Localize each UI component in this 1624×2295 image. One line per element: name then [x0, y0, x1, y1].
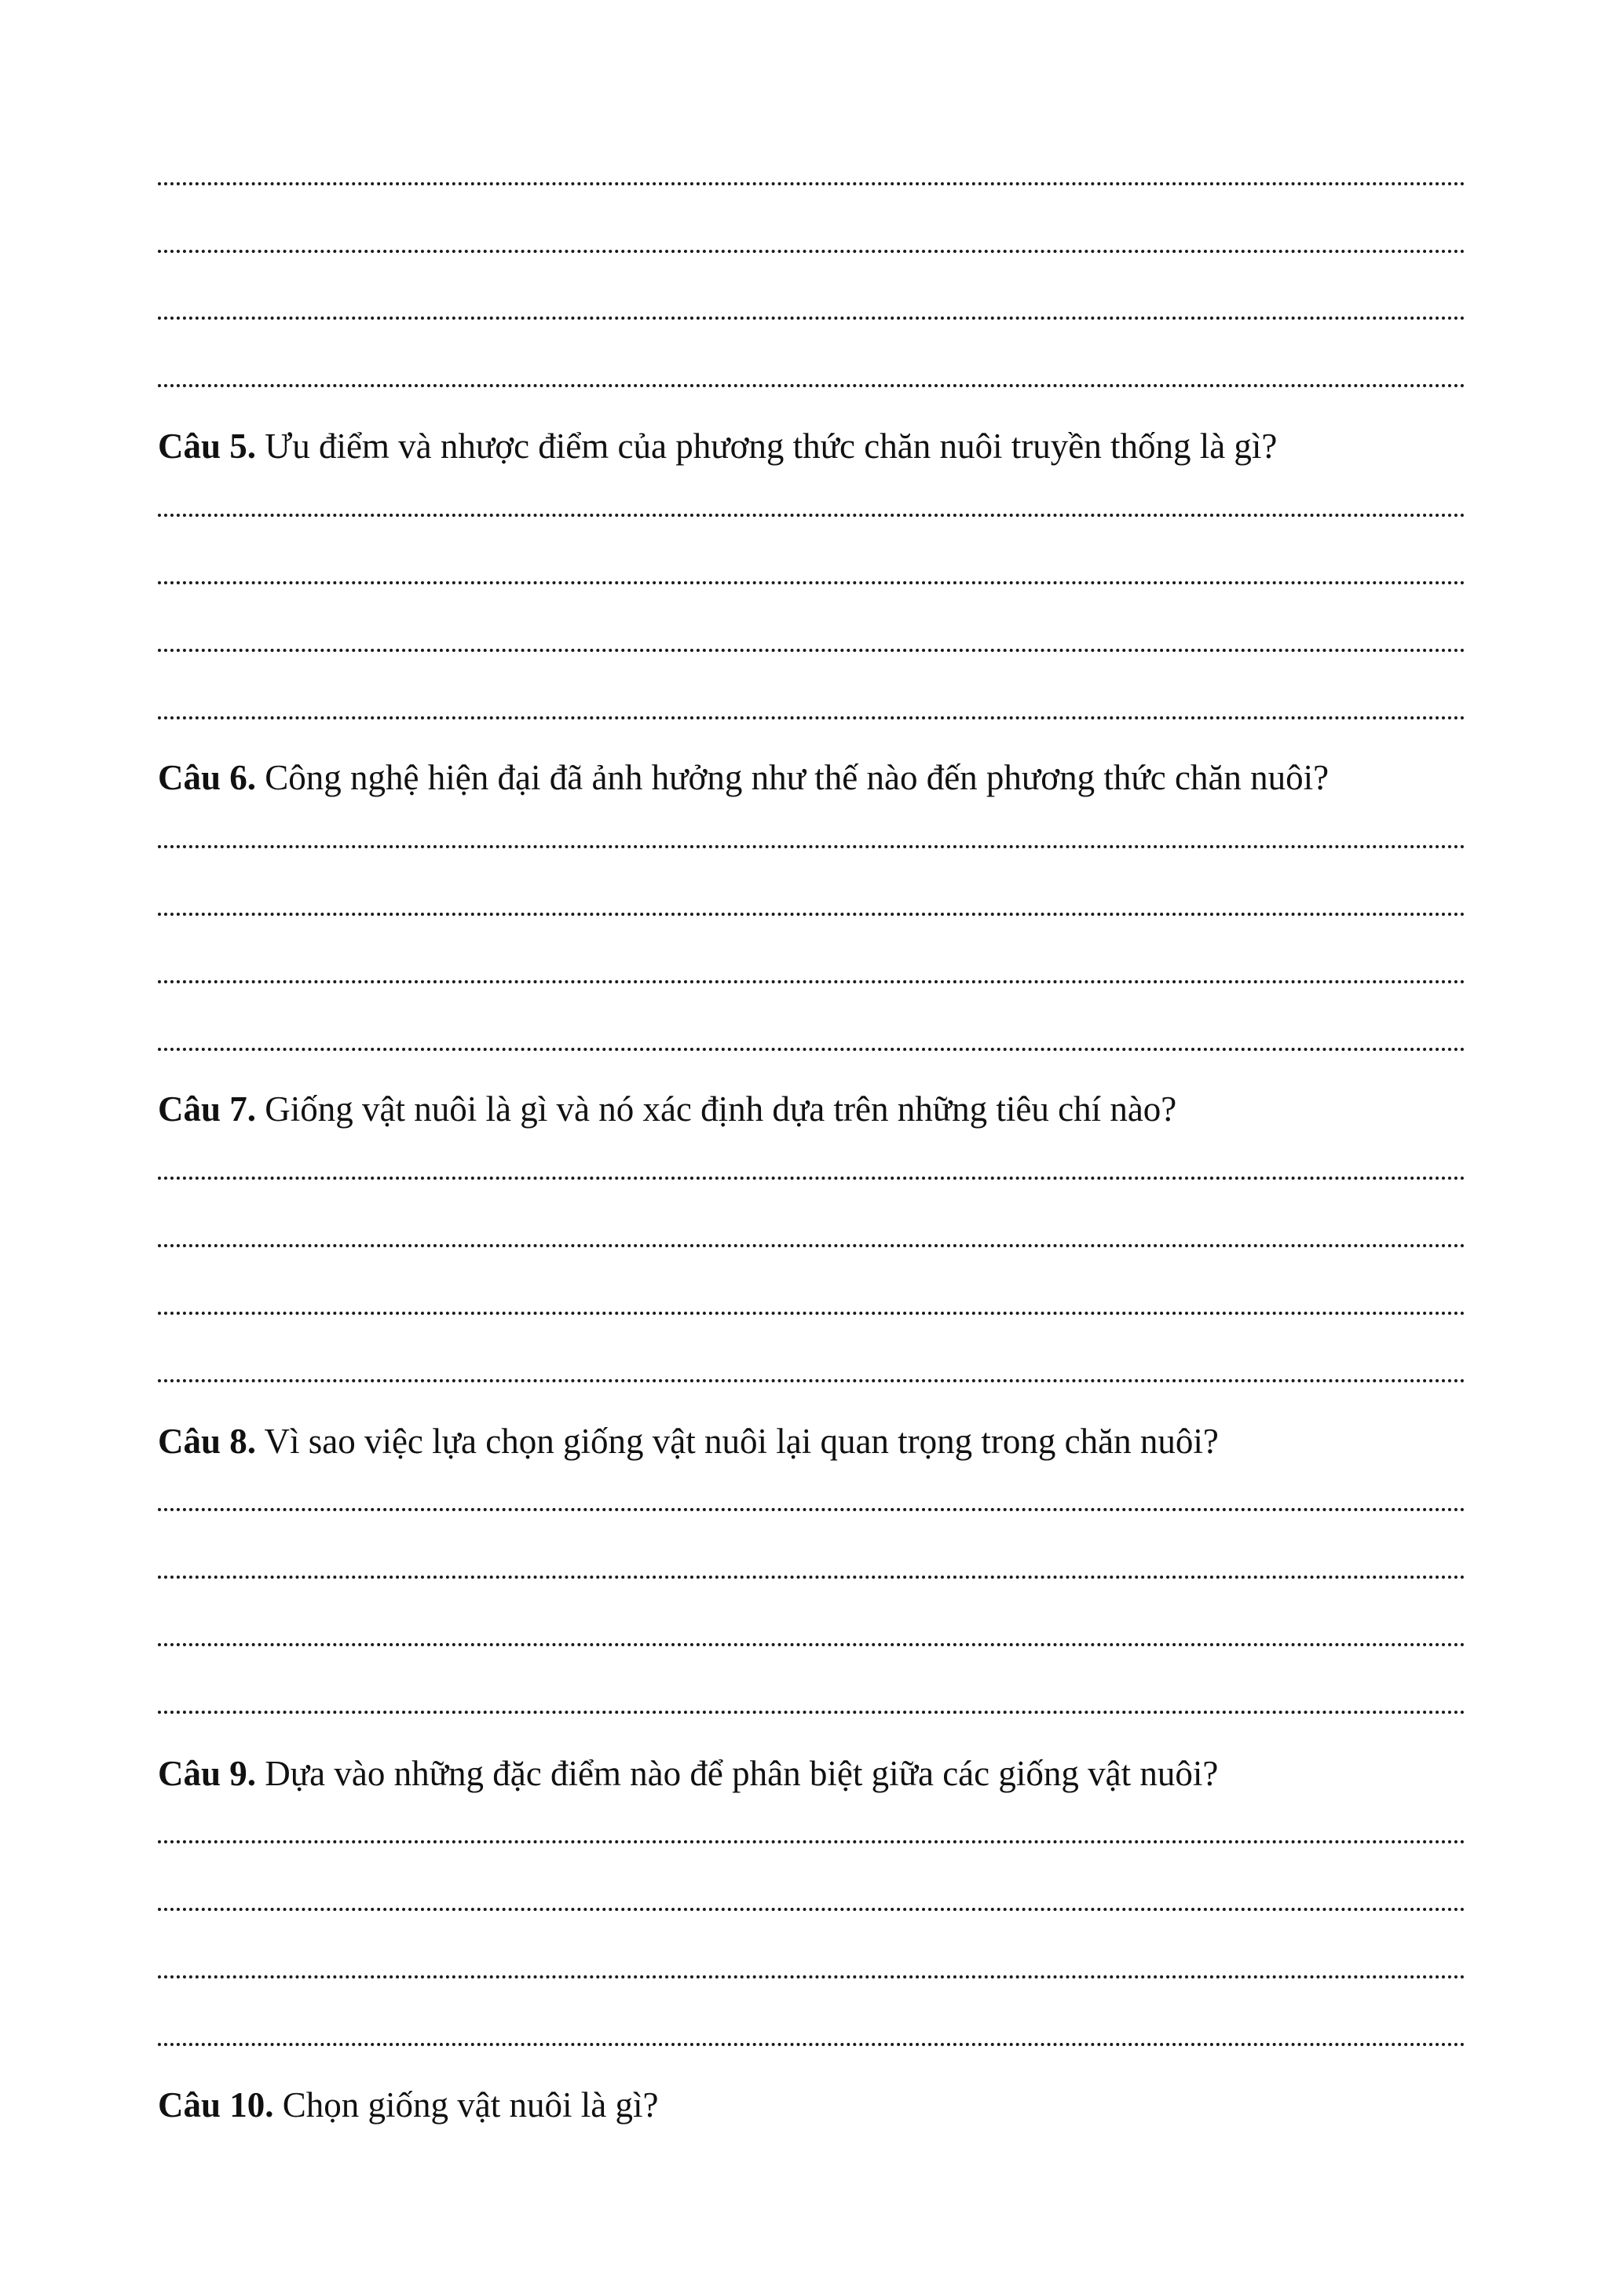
- question-text: Công nghệ hiện đại đã ảnh hưởng như thế nào đến phương thức chăn nuôi?: [265, 758, 1330, 797]
- answer-line[interactable]: [158, 1643, 1465, 1646]
- answer-line[interactable]: [158, 716, 1465, 719]
- question-7: [158, 1085, 1493, 1133]
- answer-line[interactable]: [158, 845, 1465, 848]
- answer-line[interactable]: [158, 514, 1465, 517]
- answer-line[interactable]: [158, 1840, 1465, 1843]
- answer-line[interactable]: [158, 317, 1465, 320]
- question-6: [158, 754, 1493, 801]
- answer-line[interactable]: [158, 1244, 1465, 1247]
- answer-line[interactable]: [158, 1975, 1465, 1978]
- question-number: Câu 8.: [158, 1422, 257, 1461]
- answer-line[interactable]: [158, 1312, 1465, 1315]
- question-text: Vì sao việc lựa chọn giống vật nuôi lại quan trọng trong chăn nuôi?: [264, 1422, 1219, 1461]
- question-5: [158, 423, 1493, 470]
- question-number: Câu 9.: [158, 1754, 257, 1793]
- question-text: Giống vật nuôi là gì và nó xác định dựa trên những tiêu chí nào?: [265, 1089, 1177, 1129]
- question-number: Câu 5.: [158, 426, 257, 466]
- question-text: Ưu điểm và nhược điểm của phương thức chăn nuôi truyền thống là gì?: [265, 426, 1278, 466]
- answer-line[interactable]: [158, 581, 1465, 584]
- answer-line[interactable]: [158, 1508, 1465, 1511]
- answer-line[interactable]: [158, 1048, 1465, 1051]
- question-number: Câu 6.: [158, 758, 257, 797]
- question-number: Câu 10.: [158, 2085, 274, 2125]
- question-10: [158, 2081, 1493, 2128]
- answer-line[interactable]: [158, 1711, 1465, 1714]
- answer-line[interactable]: [158, 1576, 1465, 1579]
- question-8: [158, 1418, 1493, 1465]
- answer-line[interactable]: [158, 1908, 1465, 1911]
- question-text: Chọn giống vật nuôi là gì?: [282, 2085, 659, 2125]
- question-text: Dựa vào những đặc điểm nào để phân biệt giữa các giống vật nuôi?: [265, 1754, 1219, 1793]
- answer-line[interactable]: [158, 384, 1465, 387]
- answer-line[interactable]: [158, 182, 1465, 185]
- answer-line[interactable]: [158, 1177, 1465, 1180]
- answer-line[interactable]: [158, 913, 1465, 916]
- question-number: Câu 7.: [158, 1089, 257, 1129]
- answer-line[interactable]: [158, 1379, 1465, 1382]
- question-9: [158, 1750, 1493, 1797]
- answer-line[interactable]: [158, 980, 1465, 983]
- answer-line[interactable]: [158, 649, 1465, 652]
- answer-line[interactable]: [158, 250, 1465, 253]
- answer-line[interactable]: [158, 2043, 1465, 2046]
